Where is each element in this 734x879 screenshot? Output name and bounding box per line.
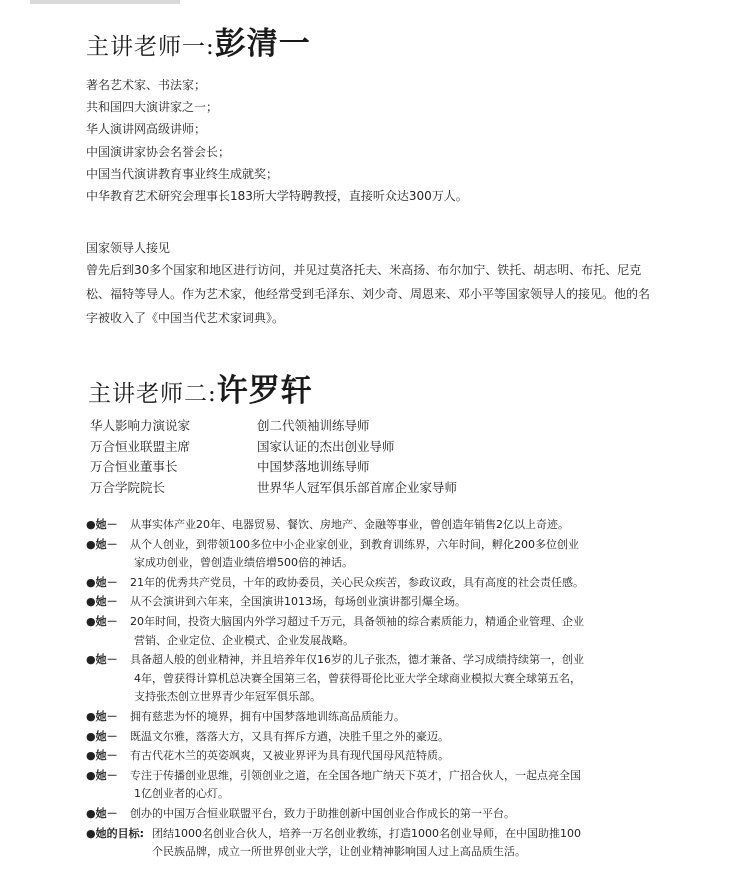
top-edge-strip	[30, 0, 180, 4]
lecturer2-titles-right	[257, 416, 457, 498]
bullet-item	[86, 708, 660, 727]
bullet-lead: ●她－	[86, 653, 118, 667]
lecturer2-title: 万合恒业董事长	[90, 459, 178, 474]
bullet-lead: ●她－	[86, 768, 118, 782]
lecturer2-title: 中国梦落地训练导师	[257, 459, 370, 474]
lecturer2-title: 华人影响力演说家	[90, 418, 191, 433]
lecturer2-titles-left	[90, 416, 190, 498]
bullet-text: 专注于传播创业思维，引领创业之道，在全国各地广纳天下英才，广招合伙人，一起点亮全国	[130, 768, 581, 782]
bullet-item	[86, 767, 660, 804]
bullet-lead: ●她－	[86, 729, 118, 743]
bullet-text-continued: 4年，曾获得计算机总决赛全国第三名，曾获得哥伦比亚大学全球商业模拟大赛全球第五名，	[134, 671, 581, 685]
lecturer1-heading-prefix: 主讲老师一:	[86, 34, 215, 60]
bullet-item	[86, 613, 660, 650]
bullet-item	[86, 574, 660, 593]
lecturer2-title: 国家认证的杰出创业导师	[257, 438, 395, 454]
bullet-text-continued: 1亿创业者的心灯。	[134, 787, 229, 801]
bullet-lead: ●她－	[86, 709, 118, 723]
bullet-lead: ●她－	[86, 614, 118, 628]
bullet-text: 有古代花木兰的英姿飒爽，又被业界评为具有现代国母风范特质。	[130, 749, 449, 763]
bullet-lead: ●她－	[86, 575, 118, 589]
bullet-lead: ●她的目标:	[86, 826, 144, 840]
bullet-item	[86, 593, 660, 612]
bullet-text: 团结1000名创业合伙人，培养一万名创业教练，打造1000名创业导师，在中国助推100	[152, 826, 581, 840]
lecturer2-heading-prefix: 主讲老师二:	[88, 381, 217, 407]
lecturer2-bullets	[86, 516, 660, 863]
bullet-item	[86, 805, 660, 824]
bullet-text-continued: 营销、企业定位、企业模式、企业发展战略。	[134, 633, 354, 647]
lecturer1-heading	[86, 18, 311, 63]
lecturer1-title: 中国当代演讲教育事业终生成就奖；	[86, 166, 279, 181]
bullet-text-continued: 支持张杰创立世界青少年冠军俱乐部。	[134, 690, 321, 704]
bullet-text: 创办的中国万合恒业联盟平台，致力于助推创新中国创业合作成长的第一平台。	[130, 806, 515, 820]
bullet-item	[86, 651, 660, 707]
bullet-lead: ●她－	[86, 537, 118, 551]
lecturer1-title: 共和国四大演讲家之一；	[86, 100, 219, 115]
bullet-text: 拥有慈悲为怀的境界，拥有中国梦落地训练高品质能力。	[130, 709, 405, 723]
bullet-item	[86, 747, 660, 766]
lecturer2-title: 万合学院院长	[90, 479, 166, 495]
bullet-text: 21年的优秀共产党员，十年的政协委员，关心民众疾苦，参政议政，具有高度的社会责任感。	[130, 575, 584, 589]
lecturer2-heading	[88, 365, 313, 410]
bullet-text-continued: 家成功创业，曾创造业绩倍增500倍的神话。	[134, 556, 353, 570]
lecturer1-title: 华人演讲网高级讲师；	[86, 122, 207, 137]
bullet-item	[86, 728, 660, 747]
bullet-text-continued: 个民族品牌，成立一所世界创业大学，让创业精神影响国人过上高品质生活。	[152, 845, 526, 859]
bullet-text: 从事实体产业20年、电器贸易、餐饮、房地产、金融等事业，曾创造年销售2亿以上奇迹。	[130, 518, 569, 531]
bullet-item	[86, 536, 660, 573]
bullet-item	[86, 825, 660, 862]
leaders-subheading: 国家领导人接见	[86, 241, 171, 255]
lecturer2-title: 万合恒业联盟主席	[90, 438, 191, 454]
bullet-item	[86, 516, 660, 535]
bullet-lead: ●她－	[86, 806, 118, 820]
leaders-paragraph: 曾先后到30多个国家和地区进行访问，并见过莫洛托夫、米高扬、布尔加宁、铁托、胡志明、布托、尼克松、福特等导人。作为艺术家，他经常受到毛泽东、刘少奇、周恩来、邓小平等国家领导人的接见。他的名字被收入了《中国当代艺术家词典》。	[86, 263, 651, 325]
lecturer1-title: 著名艺术家、书法家；	[86, 78, 207, 92]
bullet-text: 具备超人般的创业精神，并且培养年仅16岁的儿子张杰，德才兼备、学习成绩持续第一，创业	[130, 653, 584, 667]
bullet-lead: ●她－	[86, 518, 118, 531]
bullet-lead: ●她－	[86, 595, 118, 609]
lecturer1-title: 中华教育艺术研究会理事长183所大学特聘教授，直接听众达300万人。	[86, 188, 468, 203]
lecturer1-name: 彭清一	[214, 26, 311, 62]
lecturer1-titles	[86, 74, 468, 207]
lecturer1-title: 中国演讲家协会名誉会长；	[86, 144, 231, 159]
lecturer2-title: 创二代领袖训练导师	[257, 418, 370, 433]
bullet-text: 既温文尔雅，落落大方，又具有挥斥方遒，决胜千里之外的豪迈。	[130, 729, 449, 743]
lecturer2-name: 许罗轩	[216, 373, 313, 409]
bullet-text: 从个人创业，到带领100多位中小企业家创业，到教育训练界，六年时间，孵化200多位创业	[130, 537, 579, 551]
bullet-text: 从不会演讲到六年来，全国演讲1013场，每场创业演讲都引爆全场。	[130, 595, 466, 609]
lecturer2-title: 世界华人冠军俱乐部首席企业家导师	[257, 479, 458, 495]
bullet-lead: ●她－	[86, 749, 118, 763]
bullet-text: 20年时间，投资大脑国内外学习超过千万元，具备领袖的综合素质能力，精通企业管理、企业	[130, 614, 584, 628]
